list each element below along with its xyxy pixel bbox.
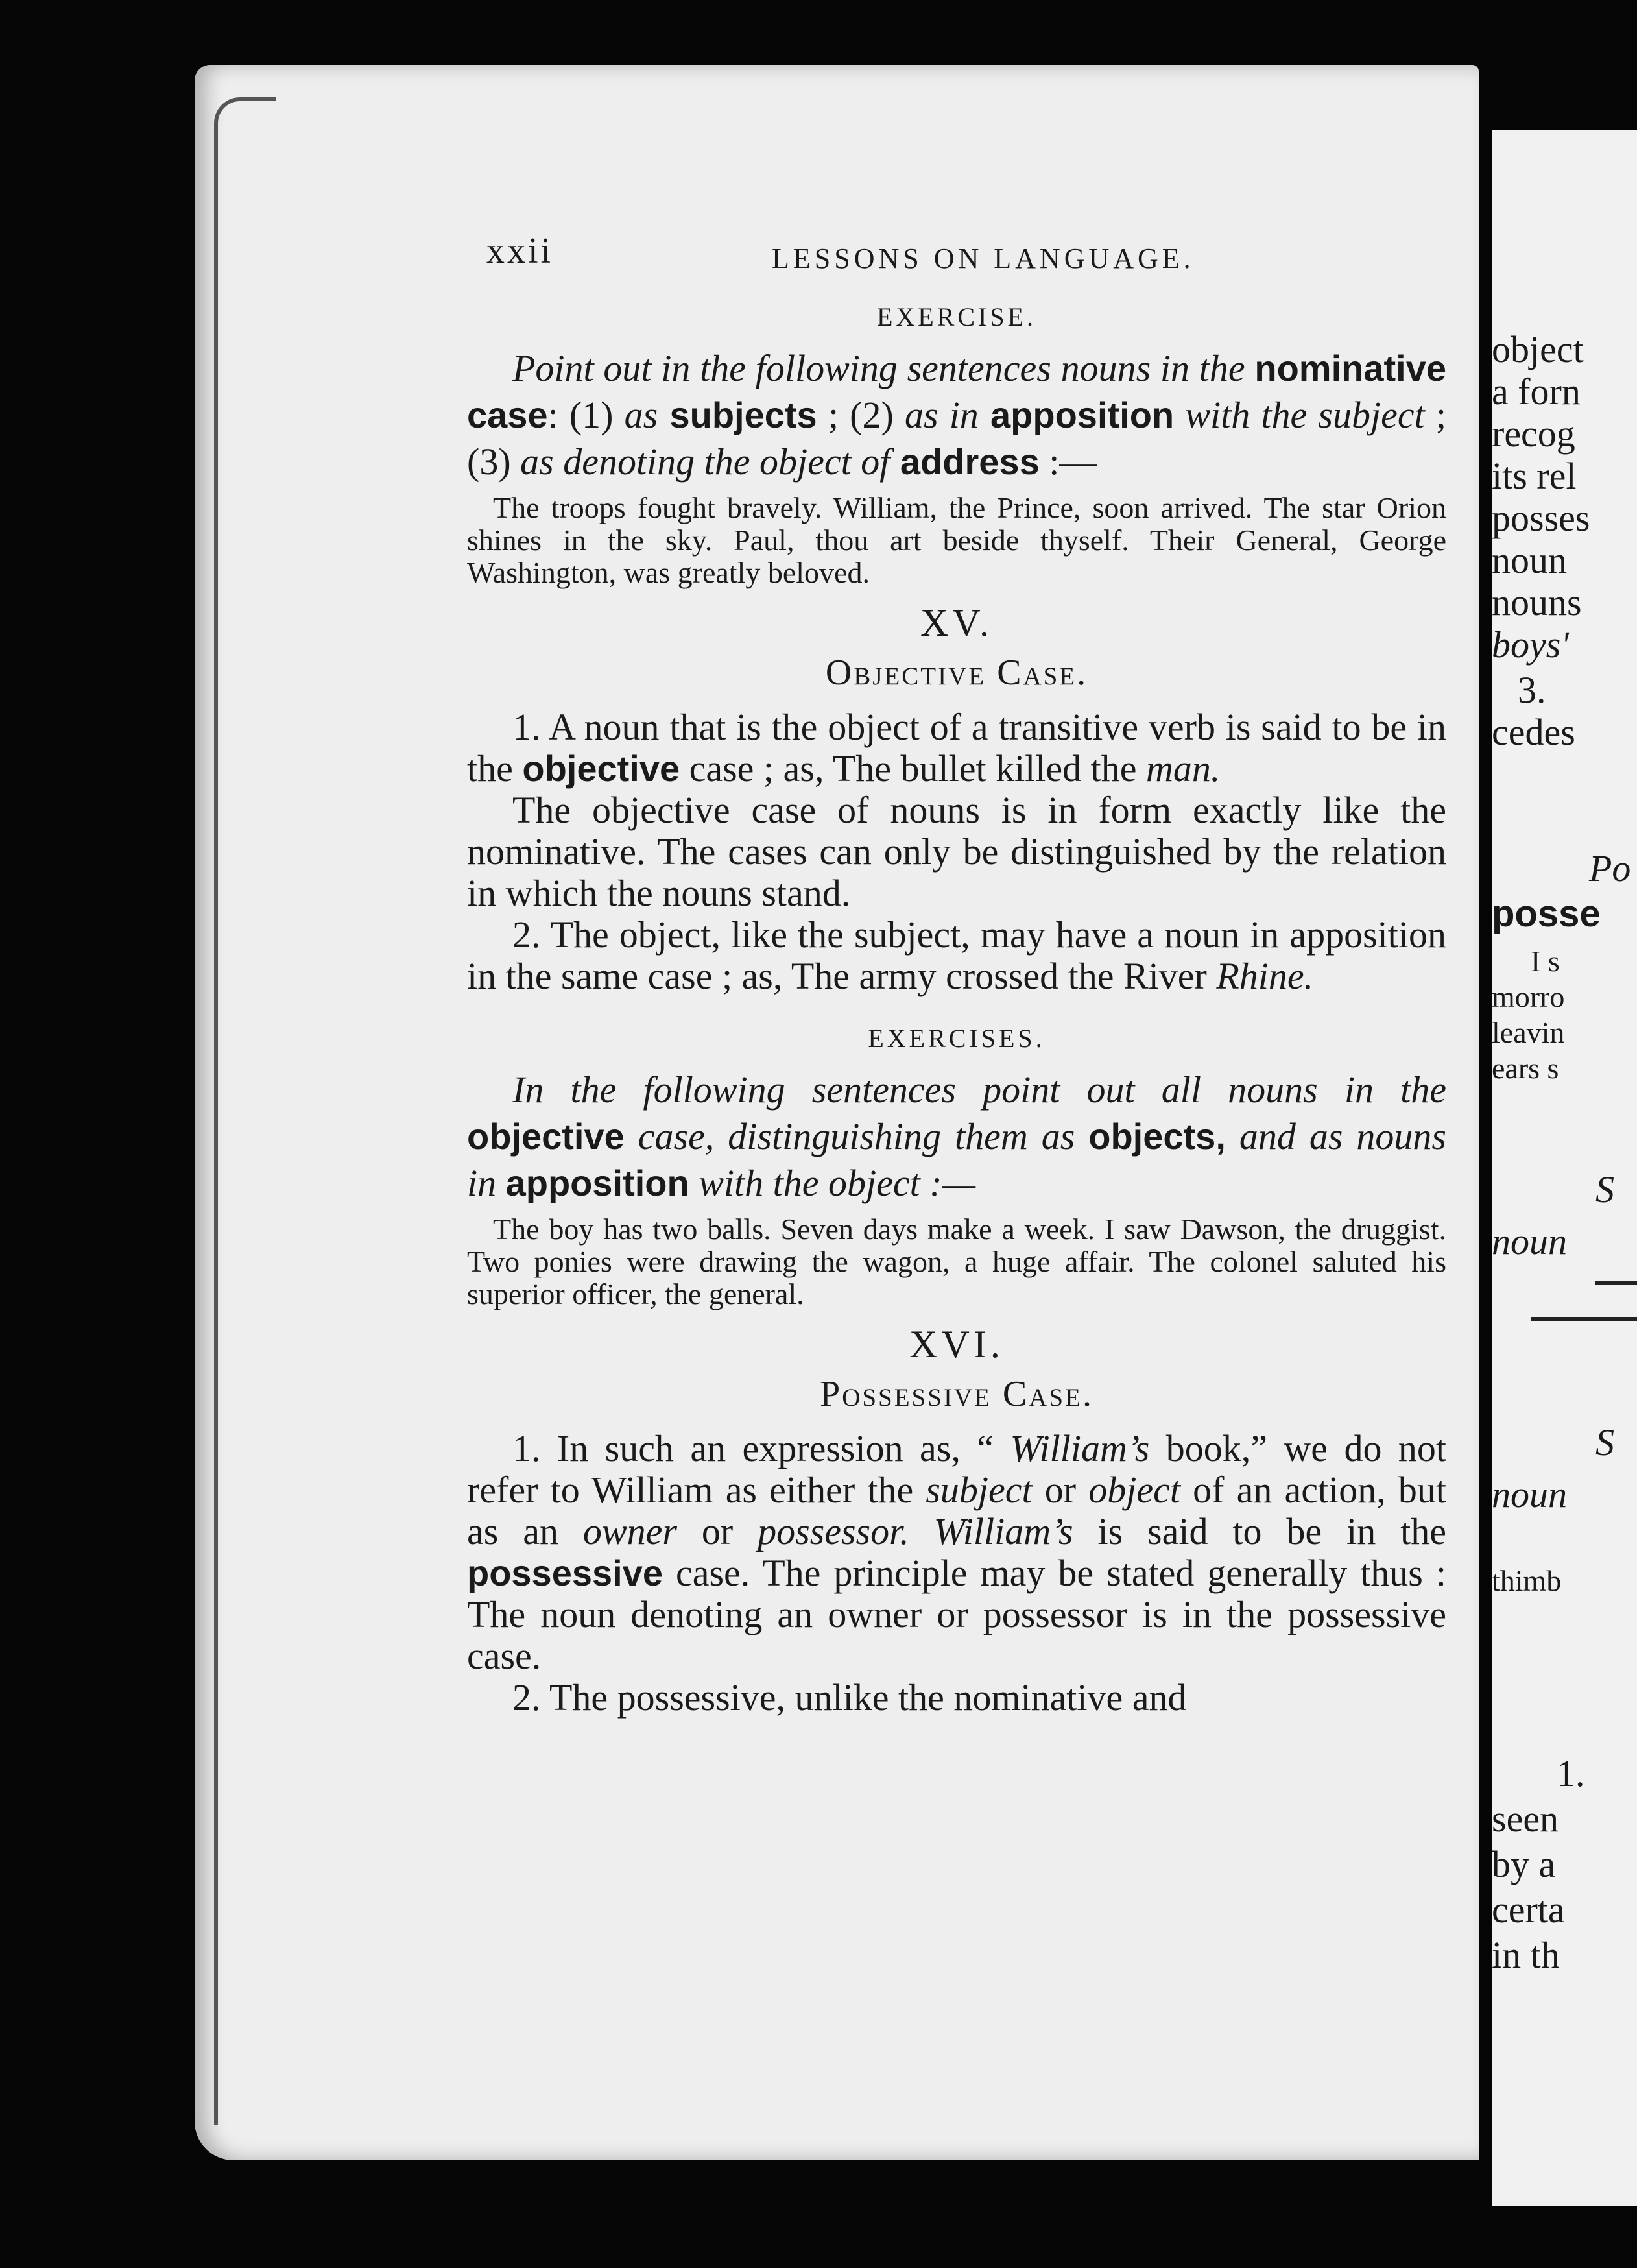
exercise-instructions <box>467 345 1446 485</box>
para-text: is said to be in the <box>1073 1510 1446 1552</box>
instr-text: case, distinguishing them as <box>624 1115 1089 1157</box>
instr-text: as <box>624 394 658 436</box>
exercise-sentences: The boy has two balls. Seven days make a week. I saw Dawson, the druggist. Two ponies were drawing the wagon, a huge affair. The colonel saluted his superior officer, the general. <box>467 1212 1446 1310</box>
instr-text: In the following sentences point out all nouns in the <box>512 1068 1446 1111</box>
section-title: Possessive Case. <box>820 1374 1093 1414</box>
page-content <box>467 230 1446 1719</box>
paragraph <box>467 706 1446 790</box>
para-italic: William’s <box>1010 1427 1150 1469</box>
facing-line: by a <box>1492 1843 1556 1885</box>
para-text: case ; as, The bullet killed the <box>680 747 1147 790</box>
section-numeral: XV. <box>920 601 993 644</box>
instr-bold: subjects <box>658 394 817 435</box>
para-italic: subject <box>926 1469 1033 1511</box>
para-bold: objective <box>522 748 680 789</box>
running-title: LESSONS ON LANGUAGE. <box>772 243 1195 274</box>
exercise-instructions <box>467 1067 1446 1207</box>
instr-text: and as <box>1225 1115 1343 1157</box>
paragraph: The objective case of nouns is in form exactly like the nominative. The cases can only be distinguished by the relation in which the nouns stand. <box>467 789 1446 914</box>
para-italic: William’s <box>933 1510 1073 1552</box>
instr-bold: objects, <box>1088 1116 1226 1157</box>
para-bold: possessive <box>467 1552 663 1593</box>
para-text: 2. The object, like the subject, may have a noun in apposition in the same case ; as, The army crossed the River <box>467 913 1446 997</box>
para-text <box>909 1510 934 1552</box>
facing-line: object <box>1492 328 1584 370</box>
paragraph: 2. The possessive, unlike the nominative and <box>512 1676 1187 1719</box>
instr-bold: apposition <box>978 394 1175 435</box>
instr-bold: objective <box>467 1116 625 1157</box>
facing-line: Po <box>1589 847 1631 889</box>
page-edge-decoration <box>214 97 276 2125</box>
para-text: case. The principle may be stated generally thus : The noun denoting an owner or possessor is in the possessive case. <box>467 1552 1446 1677</box>
facing-line: thimb <box>1492 1564 1562 1597</box>
facing-line: noun <box>1492 1473 1567 1515</box>
para-italic: possessor. <box>758 1510 909 1552</box>
instr-bold: apposition <box>505 1163 689 1203</box>
facing-line: its rel <box>1492 455 1577 497</box>
instr-text: with the object :— <box>689 1162 976 1204</box>
instr-text: Point out in the following sentences nouns in the <box>512 347 1245 389</box>
instr-text: nouns in <box>467 1115 1446 1204</box>
facing-line: in th <box>1492 1934 1560 1976</box>
facing-line: certa <box>1492 1888 1565 1931</box>
instr-text: with the subject <box>1185 394 1425 436</box>
instr-text: : (1) <box>547 394 625 436</box>
exercise-heading: EXERCISE. <box>876 302 1037 332</box>
facing-rule <box>1531 1317 1637 1321</box>
facing-rule <box>1595 1281 1637 1285</box>
facing-line: 1. <box>1557 1752 1585 1794</box>
facing-line: recog <box>1492 413 1575 455</box>
facing-page <box>1492 130 1637 2206</box>
facing-line: a forn <box>1492 370 1581 413</box>
facing-line: I s <box>1531 945 1560 978</box>
facing-line: seen <box>1492 1798 1559 1840</box>
para-italic: man. <box>1146 747 1221 790</box>
para-text: of an action, but as an <box>467 1469 1446 1552</box>
facing-line: noun <box>1492 1220 1567 1262</box>
para-text: or <box>676 1510 758 1552</box>
instr-text: ; (2) <box>817 394 905 436</box>
facing-line: morro <box>1492 980 1565 1013</box>
facing-line: posses <box>1492 497 1590 539</box>
para-italic: object <box>1088 1469 1180 1511</box>
para-text: 1. In such an expression as, “ <box>512 1427 1010 1469</box>
instr-bold: address <box>890 441 1040 482</box>
instr-text: as in <box>904 394 979 436</box>
instr-text: as denoting the object of <box>520 440 890 483</box>
facing-line: noun <box>1492 539 1567 581</box>
paragraph <box>467 1428 1446 1677</box>
facing-line: 3. <box>1518 669 1546 711</box>
facing-line: boys' <box>1492 623 1569 666</box>
facing-line: ears s <box>1492 1052 1559 1085</box>
exercise-sentences: The troops fought bravely. William, the Prince, soon arrived. The star Orion shines in the sky. Paul, thou art beside thyself. Their General, George Washington, was greatly beloved. <box>467 491 1446 589</box>
facing-line: leavin <box>1492 1016 1565 1049</box>
para-italic: Rhine. <box>1216 955 1314 997</box>
exercise-heading: EXERCISES. <box>868 1024 1046 1053</box>
para-text: or <box>1032 1469 1089 1511</box>
facing-line: cedes <box>1492 711 1575 753</box>
facing-line: nouns <box>1492 581 1582 623</box>
section-numeral: XVI. <box>909 1323 1004 1366</box>
instr-bold: nominative case <box>467 348 1446 435</box>
facing-line: S <box>1595 1421 1614 1464</box>
facing-line: S <box>1595 1168 1614 1211</box>
instr-text: ; (3) <box>467 394 1447 483</box>
facing-line: posse <box>1492 893 1601 935</box>
page-number: xxii <box>486 231 554 271</box>
instr-text: :— <box>1039 440 1097 483</box>
page-header <box>467 230 1446 302</box>
para-italic: owner <box>582 1510 677 1552</box>
section-title: Objective Case. <box>825 653 1088 693</box>
para-text: 1. A noun that is the object of a transitive verb is said to be in the <box>467 706 1446 790</box>
paragraph <box>467 914 1446 997</box>
para-text: book,” we do not refer to William as either the <box>467 1427 1446 1511</box>
